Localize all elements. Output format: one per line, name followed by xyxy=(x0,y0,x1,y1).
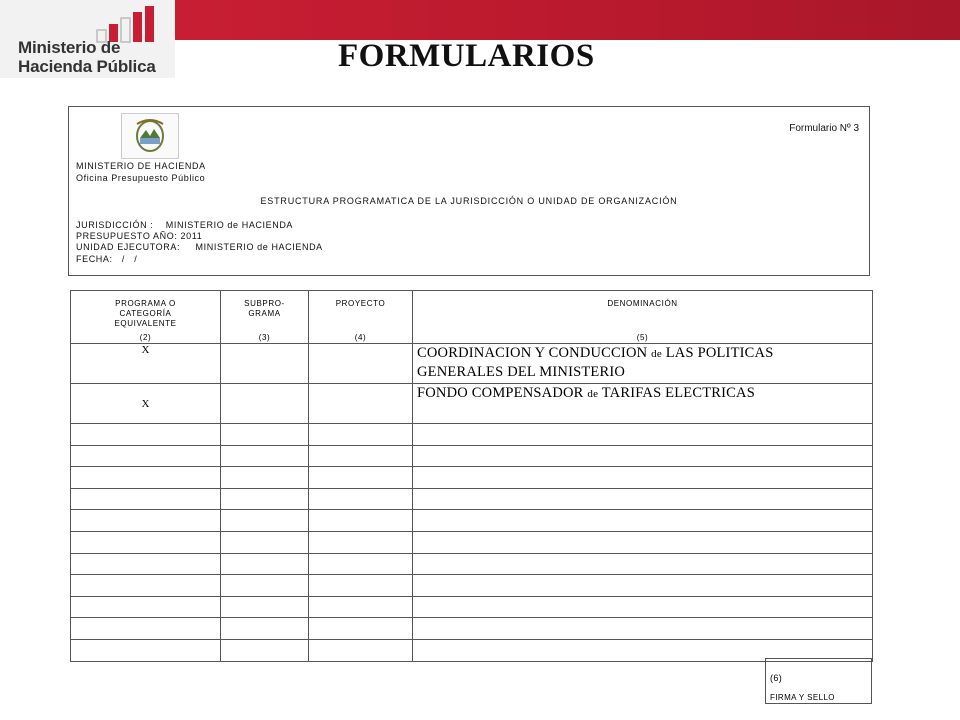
logo-line-1: Ministerio de xyxy=(18,38,121,57)
empty-rows xyxy=(71,424,873,662)
proyecto-cell xyxy=(309,596,413,618)
subprograma-cell xyxy=(221,575,309,597)
subprograma-cell xyxy=(221,596,309,618)
subprograma-cell xyxy=(221,344,309,384)
structure-title: ESTRUCTURA PROGRAMATICA DE LA JURISDICCIÓN O UNIDAD DE ORGANIZACIÓN xyxy=(260,196,678,206)
signature-number: (6) xyxy=(770,673,783,683)
table-row xyxy=(71,384,873,424)
logo-text xyxy=(18,38,156,76)
programa-cell: X xyxy=(71,344,221,384)
denominacion-cell xyxy=(413,575,873,597)
denominacion-cell xyxy=(413,344,873,384)
coat-of-arms-icon xyxy=(121,113,179,159)
proyecto-cell xyxy=(309,553,413,575)
denominacion-cell xyxy=(413,445,873,467)
logo-line-2: Hacienda Pública xyxy=(18,57,156,76)
subprograma-cell xyxy=(221,618,309,640)
subprograma-cell xyxy=(221,510,309,532)
proyecto-cell xyxy=(309,424,413,446)
header-band xyxy=(175,0,960,40)
proyecto-cell xyxy=(309,510,413,532)
table-row xyxy=(71,424,873,446)
proyecto-cell xyxy=(309,575,413,597)
programa-cell xyxy=(71,445,221,467)
subprograma-cell xyxy=(221,384,309,424)
subprograma-cell xyxy=(221,445,309,467)
programa-cell xyxy=(71,424,221,446)
denominacion-cell xyxy=(413,467,873,489)
denominacion-cell xyxy=(413,618,873,640)
programa-cell xyxy=(71,553,221,575)
header-denominacion xyxy=(413,291,873,344)
table-row xyxy=(71,553,873,575)
proyecto-cell xyxy=(309,384,413,424)
programa-cell xyxy=(71,596,221,618)
header-number: (3) xyxy=(258,333,271,342)
table-row xyxy=(71,510,873,532)
programa-cell: X xyxy=(71,384,221,424)
table-row xyxy=(71,639,873,661)
proyecto-cell xyxy=(309,488,413,510)
denominacion-connector: de xyxy=(587,388,599,400)
header-number: (2) xyxy=(139,333,152,342)
programa-cell xyxy=(71,531,221,553)
programa-cell xyxy=(71,618,221,640)
proyecto-cell xyxy=(309,445,413,467)
jurisdiccion-line: JURISDICCIÓN : MINISTERIO de HACIENDA xyxy=(76,220,294,230)
signature-label: FIRMA Y SELLO xyxy=(770,693,835,702)
denominacion-text: COORDINACION Y CONDUCCION xyxy=(417,345,652,361)
proyecto-cell xyxy=(309,344,413,384)
fecha-line: FECHA: / / xyxy=(76,254,138,264)
unidad-line: UNIDAD EJECUTORA: MINISTERIO de HACIENDA xyxy=(76,242,323,252)
header-label: SUBPRO- GRAMA xyxy=(244,299,285,318)
table-row xyxy=(71,575,873,597)
header-number: (4) xyxy=(354,333,367,342)
office-name: Oficina Presupuesto Público xyxy=(76,173,206,183)
table-header-row xyxy=(71,291,873,344)
denominacion-cell xyxy=(413,424,873,446)
denominacion-cell xyxy=(413,596,873,618)
subprograma-cell xyxy=(221,639,309,661)
subprograma-cell xyxy=(221,488,309,510)
ministry-logo xyxy=(0,0,175,78)
program-structure-table xyxy=(70,290,873,662)
table-row xyxy=(71,445,873,467)
programa-cell xyxy=(71,467,221,489)
header-proyecto xyxy=(309,291,413,344)
programa-cell xyxy=(71,510,221,532)
signature-box xyxy=(765,658,872,704)
page-title: FORMULARIOS xyxy=(338,38,595,74)
denominacion-text: FONDO COMPENSADOR xyxy=(417,385,588,401)
proyecto-cell xyxy=(309,618,413,640)
programa-cell xyxy=(71,639,221,661)
denominacion-cell xyxy=(413,510,873,532)
denominacion-cell xyxy=(413,384,873,424)
programa-cell xyxy=(71,575,221,597)
header-subprograma xyxy=(221,291,309,344)
programa-cell xyxy=(71,488,221,510)
table-row xyxy=(71,596,873,618)
proyecto-cell xyxy=(309,531,413,553)
form-header-box xyxy=(68,106,870,276)
table-row xyxy=(71,467,873,489)
table-row xyxy=(71,531,873,553)
subprograma-cell xyxy=(221,531,309,553)
header-number: (5) xyxy=(636,333,649,342)
presupuesto-line: PRESUPUESTO AÑO: 2011 xyxy=(76,231,203,241)
subprograma-cell xyxy=(221,467,309,489)
table-row xyxy=(71,488,873,510)
denominacion-text: GENERALES DEL MINISTERIO xyxy=(417,364,626,380)
denominacion-text: TARIFAS ELECTRICAS xyxy=(598,385,755,401)
form-number: Formulario Nº 3 xyxy=(789,123,859,134)
table-row xyxy=(71,344,873,384)
header-label: PROGRAMA O CATEGORÍA EQUIVALENTE xyxy=(114,299,177,328)
proyecto-cell xyxy=(309,467,413,489)
denominacion-cell xyxy=(413,488,873,510)
subprograma-cell xyxy=(221,553,309,575)
table-row xyxy=(71,618,873,640)
header-label: PROYECTO xyxy=(335,299,386,308)
denominacion-text: LAS POLITICAS xyxy=(661,345,774,361)
header-programa xyxy=(71,291,221,344)
ministry-name: MINISTERIO DE HACIENDA xyxy=(76,161,206,171)
denominacion-cell xyxy=(413,531,873,553)
denominacion-cell xyxy=(413,553,873,575)
header-label: DENOMINACIÓN xyxy=(607,299,678,308)
subprograma-cell xyxy=(221,424,309,446)
proyecto-cell xyxy=(309,639,413,661)
denominacion-connector: de xyxy=(651,348,662,360)
